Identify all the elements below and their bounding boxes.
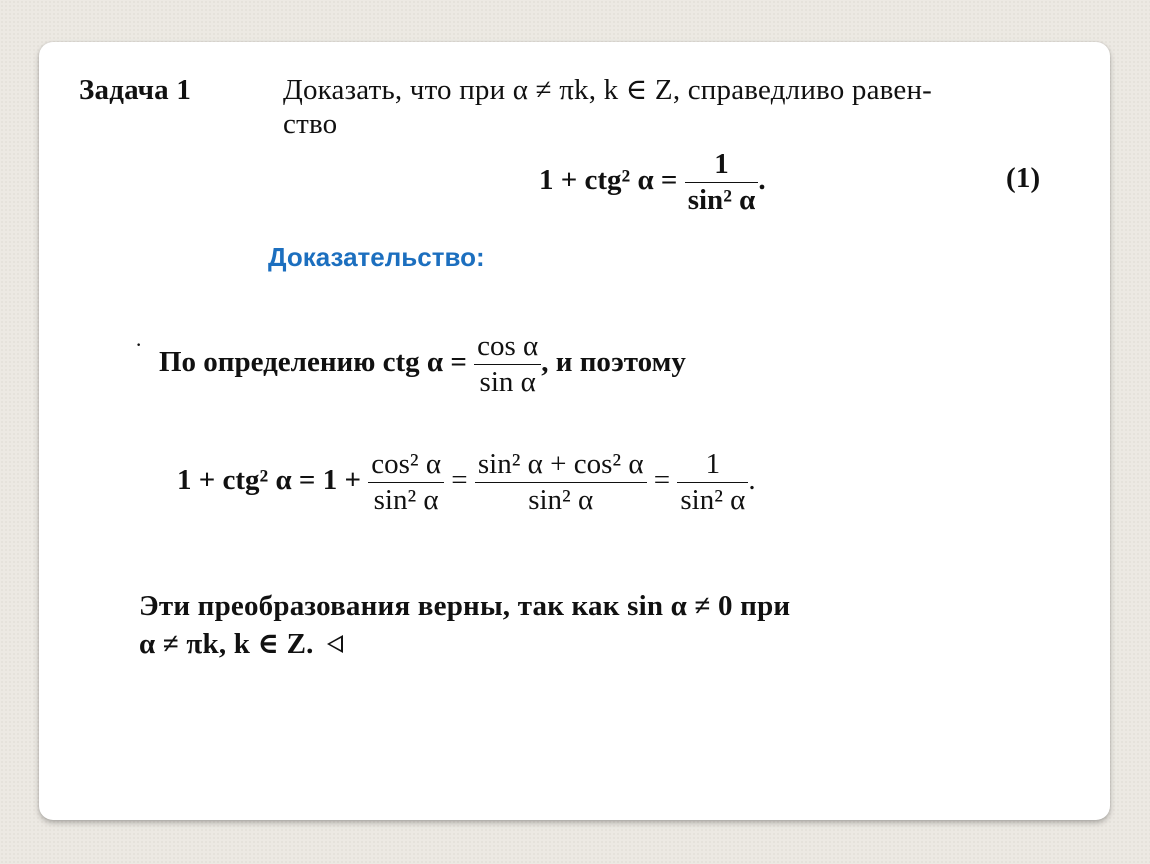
fraction-3-numerator: 1	[705, 448, 721, 480]
identity-denominator: sin² α	[685, 182, 759, 215]
identity-lhs: 1 + ctg² α =	[539, 164, 678, 197]
equals-sign-1: =	[451, 464, 468, 497]
fraction-3-denominator: sin² α	[677, 482, 748, 515]
identity-formula	[539, 150, 766, 215]
conclusion-line2-text: α ≠ πk, k ∈ Z.	[139, 628, 314, 660]
definition-prefix: По определению ctg α =	[159, 346, 467, 379]
derivation-dot: .	[748, 464, 756, 497]
task-statement-line1: Доказать, что при α ≠ πk, k ∈ Z, справедливо равен-	[283, 74, 933, 106]
definition-line	[159, 332, 686, 397]
proof-heading: Доказательство:	[268, 242, 485, 272]
fraction-2-denominator: sin² α	[475, 482, 647, 515]
derivation-lhs: 1 + ctg² α = 1 +	[177, 464, 361, 497]
equation-number: (1)	[1006, 162, 1041, 194]
identity-fraction	[685, 150, 759, 215]
task-title: Задача 1	[79, 74, 192, 106]
derivation-fraction-1	[368, 450, 444, 515]
definition-suffix: , и поэтому	[541, 346, 686, 379]
fraction-1-numerator: cos² α	[371, 448, 442, 480]
end-of-proof-triangle-icon	[327, 635, 343, 653]
conclusion-line2	[139, 630, 343, 659]
derivation-fraction-2	[475, 450, 647, 515]
derivation-formula	[177, 450, 756, 515]
slide	[39, 42, 1110, 820]
fraction-2-numerator: sin² α + cos² α	[477, 448, 644, 480]
conclusion-line1: Эти преобразования верны, так как sin α ≠ 0 при	[139, 590, 791, 622]
derivation-fraction-3	[677, 450, 748, 515]
definition-denominator: sin α	[474, 364, 541, 397]
definition-numerator: cos α	[477, 330, 539, 362]
definition-fraction	[474, 332, 541, 397]
task-statement-line2: ство	[283, 108, 338, 140]
fraction-1-denominator: sin² α	[368, 482, 444, 515]
equals-sign-2: =	[653, 464, 671, 497]
bullet-mark: ·	[135, 332, 143, 357]
identity-dot: .	[758, 164, 766, 197]
identity-numerator: 1	[714, 148, 729, 180]
